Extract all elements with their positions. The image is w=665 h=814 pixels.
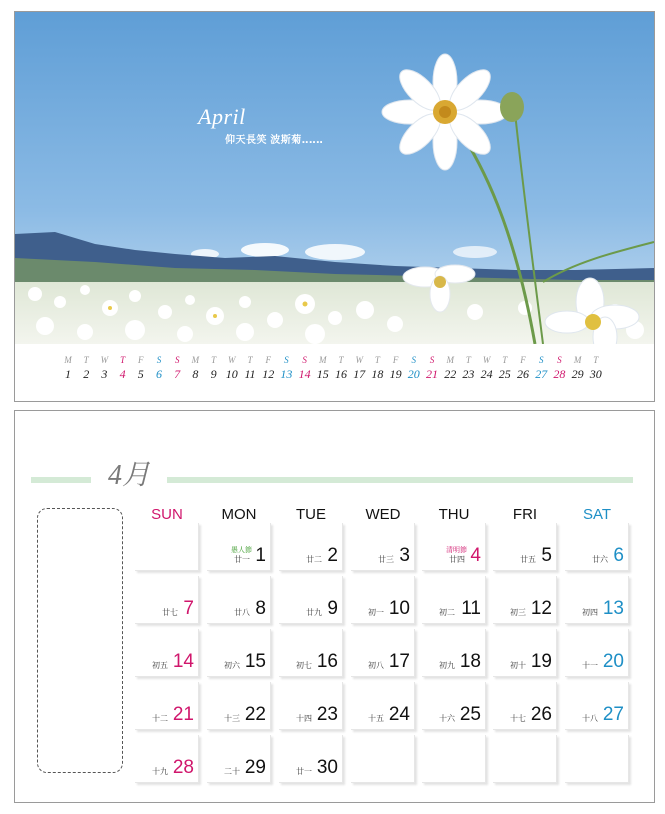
holiday-label: 愚人節 [231, 547, 252, 554]
strip-weekday-letter: S [174, 355, 180, 365]
day-cell[interactable] [279, 735, 343, 783]
day-number: 14 [172, 651, 194, 672]
strip-day-number: 12 [262, 367, 275, 381]
strip-day-number: 9 [210, 367, 217, 381]
day-number: 11 [461, 598, 481, 619]
strip-day-number: 29 [571, 367, 584, 381]
title-line-left [31, 477, 91, 483]
month-word: April [198, 104, 246, 129]
day-cell[interactable] [207, 629, 271, 677]
day-number: 27 [602, 704, 624, 725]
day-number: 19 [530, 651, 552, 672]
strip-day [314, 354, 332, 382]
strip-weekday-letter: F [265, 355, 271, 365]
strip-weekday-letter: M [64, 355, 72, 365]
day-cell[interactable] [565, 629, 629, 677]
strip-day-number: 18 [371, 367, 384, 381]
strip-day [532, 354, 550, 382]
strip-day-number: 3 [101, 367, 108, 381]
lunar-date: 初三 [510, 608, 526, 617]
strip-weekday-letter: T [83, 355, 89, 365]
day-cell[interactable] [493, 576, 557, 624]
lunar-date: 十七 [510, 714, 526, 723]
strip-weekday-letter: S [156, 355, 162, 365]
strip-day-number: 16 [335, 367, 347, 381]
strip-weekday-letter: W [228, 355, 236, 365]
day-cell[interactable] [135, 523, 199, 571]
day-cell[interactable] [135, 682, 199, 730]
lunar-date: 廿一 [234, 555, 250, 564]
day-cell[interactable] [135, 629, 199, 677]
lunar-date: 廿四 [449, 555, 465, 564]
strip-day [223, 354, 241, 382]
day-number: 24 [388, 704, 410, 725]
strip-weekday-letter: T [374, 355, 380, 365]
strip-weekday-letter: T [247, 355, 253, 365]
strip-day-number: 4 [119, 367, 126, 381]
lunar-date: 十六 [439, 714, 455, 723]
day-cell[interactable] [565, 682, 629, 730]
weekday-header: FRI [512, 506, 538, 523]
strip-day [569, 354, 587, 382]
lunar-date: 廿八 [234, 608, 250, 617]
strip-day-number: 15 [316, 367, 329, 381]
strip-weekday-letter: F [138, 355, 144, 365]
day-cell[interactable] [207, 523, 271, 571]
lunar-date: 初八 [368, 661, 384, 670]
day-cell[interactable] [422, 523, 486, 571]
strip-day [186, 354, 204, 382]
strip-weekday-letter: S [284, 355, 289, 365]
lunar-date: 初一 [368, 608, 384, 617]
lunar-date: 十八 [582, 714, 598, 723]
day-number: 9 [327, 598, 338, 619]
title-line-right [167, 477, 633, 483]
lunar-date: 廿九 [306, 608, 322, 617]
day-cell[interactable] [279, 523, 343, 571]
strip-weekday-letter: T [211, 355, 217, 365]
day-cell[interactable] [565, 735, 629, 783]
month-title: 4月 [95, 461, 163, 489]
strip-weekday-letter: M [573, 355, 582, 365]
cosmos-flower-photo [15, 12, 654, 344]
day-cell[interactable] [493, 629, 557, 677]
day-number: 12 [530, 598, 552, 619]
day-cell[interactable] [351, 735, 415, 783]
weekday-header: TUE [296, 506, 326, 523]
day-number: 17 [388, 651, 410, 672]
strip-day [550, 354, 568, 382]
strip-day [114, 354, 132, 382]
lunar-date: 十五 [368, 714, 384, 723]
strip-day [150, 354, 168, 382]
day-cell[interactable] [279, 629, 343, 677]
strip-day [368, 354, 386, 382]
day-number: 21 [172, 704, 194, 725]
day-number: 2 [327, 545, 338, 566]
weekday-header: SAT [582, 506, 612, 523]
strip-day [350, 354, 368, 382]
strip-weekday-letter: F [520, 355, 526, 365]
photo-panel [14, 11, 655, 402]
lunar-date: 十二 [152, 714, 168, 723]
strip-day-number: 27 [535, 367, 548, 381]
strip-day-number: 5 [137, 367, 144, 381]
strip-day-number: 17 [353, 367, 366, 381]
day-number: 22 [244, 704, 266, 725]
lunar-date: 十九 [152, 767, 168, 776]
day-number: 30 [316, 757, 338, 778]
strip-day [459, 354, 477, 382]
strip-day [587, 354, 605, 382]
strip-day [423, 354, 441, 382]
strip-weekday-letter: S [411, 355, 417, 365]
strip-day-number: 22 [444, 367, 457, 381]
strip-day [478, 354, 496, 382]
strip-weekday-letter: W [100, 355, 109, 365]
strip-day [441, 354, 459, 382]
strip-weekday-letter: S [302, 355, 307, 365]
strip-weekday-letter: T [502, 355, 508, 365]
strip-day [59, 354, 77, 382]
day-number: 16 [316, 651, 338, 672]
strip-day [132, 354, 150, 382]
strip-day [277, 354, 295, 382]
day-cell[interactable] [135, 576, 199, 624]
lunar-date: 廿二 [306, 555, 322, 564]
day-number: 15 [244, 651, 266, 672]
day-number: 3 [399, 545, 410, 566]
day-number: 6 [613, 545, 624, 566]
calendar-panel [14, 410, 655, 803]
strip-day-number: 10 [225, 367, 238, 381]
day-number: 20 [602, 651, 624, 672]
day-cell[interactable] [351, 682, 415, 730]
lunar-date: 二十 [224, 767, 240, 776]
strip-day [296, 354, 314, 382]
lunar-date: 廿三 [378, 555, 394, 564]
day-cell[interactable] [493, 523, 557, 571]
day-cell[interactable] [493, 735, 557, 783]
strip-day-number: 30 [589, 367, 602, 381]
lunar-date: 初九 [439, 661, 455, 670]
weekday-header: SUN [151, 506, 183, 523]
strip-day-number: 20 [407, 367, 420, 381]
strip-day [405, 354, 423, 382]
day-cell[interactable] [279, 682, 343, 730]
lunar-date: 初六 [224, 661, 240, 670]
strip-weekday-letter: W [482, 355, 491, 365]
strip-day [241, 354, 259, 382]
strip-day-number: 8 [192, 367, 199, 381]
day-number: 26 [530, 704, 552, 725]
strip-day-number: 28 [553, 367, 566, 381]
day-cell[interactable] [135, 735, 199, 783]
lunar-date: 廿五 [520, 555, 536, 564]
strip-weekday-letter: F [392, 355, 399, 365]
lunar-date: 十三 [224, 714, 240, 723]
strip-day-number: 13 [280, 367, 293, 381]
day-cell[interactable] [565, 576, 629, 624]
strip-weekday-letter: W [355, 355, 363, 365]
day-cell[interactable] [565, 523, 629, 571]
day-number: 5 [541, 545, 552, 566]
day-cell[interactable] [422, 576, 486, 624]
day-number: 23 [316, 704, 338, 725]
lunar-date: 初七 [296, 661, 312, 670]
strip-day-number: 2 [83, 367, 90, 381]
day-number: 18 [459, 651, 481, 672]
weekday-header: THU [438, 506, 470, 523]
month-header [31, 461, 633, 489]
weekday-header: MON [221, 506, 257, 523]
lunar-date: 廿六 [592, 555, 608, 564]
strip-weekday-letter: T [593, 355, 599, 365]
strip-weekday-letter: S [429, 355, 435, 365]
strip-day [205, 354, 223, 382]
strip-day [259, 354, 277, 382]
day-number: 4 [470, 545, 481, 566]
lunar-date: 初二 [439, 608, 455, 617]
strip-day [95, 354, 113, 382]
date-strip [59, 354, 619, 390]
day-number: 29 [244, 757, 266, 778]
holiday-label: 清明節 [446, 547, 467, 554]
day-cell[interactable] [493, 682, 557, 730]
lunar-date: 初四 [582, 608, 598, 617]
strip-day-number: 14 [298, 367, 311, 381]
day-cell[interactable] [207, 735, 271, 783]
lunar-date: 廿七 [162, 608, 178, 617]
strip-weekday-letter: T [120, 355, 126, 365]
photo-caption [198, 104, 323, 146]
caption-subtitle: 仰天長笑 波斯菊‥‥‥ [225, 135, 324, 146]
strip-day-number: 24 [480, 367, 493, 381]
day-number: 8 [255, 598, 266, 619]
strip-weekday-letter: T [338, 355, 344, 365]
strip-day [77, 354, 95, 382]
day-cell[interactable] [422, 735, 486, 783]
strip-weekday-letter: M [319, 355, 327, 365]
lunar-date: 初五 [152, 661, 168, 670]
weekday-header: WED [365, 506, 401, 523]
day-cell[interactable] [422, 682, 486, 730]
strip-day [387, 354, 405, 382]
strip-day [332, 354, 350, 382]
strip-day-number: 7 [174, 367, 181, 381]
strip-day-number: 26 [517, 367, 529, 381]
day-number: 1 [255, 545, 266, 566]
day-number: 25 [459, 704, 481, 725]
strip-day-number: 21 [426, 367, 438, 381]
strip-weekday-letter: M [191, 355, 200, 365]
day-cell[interactable] [422, 629, 486, 677]
day-cell[interactable] [351, 629, 415, 677]
day-cell[interactable] [207, 576, 271, 624]
strip-day-number: 11 [244, 367, 256, 381]
strip-day-number: 23 [462, 367, 475, 381]
strip-weekday-letter: M [446, 355, 454, 365]
strip-day [496, 354, 514, 382]
strip-weekday-letter: S [538, 355, 544, 365]
strip-day-number: 1 [65, 367, 71, 381]
day-number: 28 [172, 757, 194, 778]
day-cell[interactable] [351, 576, 415, 624]
day-number: 10 [388, 598, 410, 619]
day-number: 7 [183, 598, 194, 619]
day-cell[interactable] [207, 682, 271, 730]
strip-day [168, 354, 186, 382]
strip-weekday-letter: S [557, 355, 562, 365]
day-cell[interactable] [279, 576, 343, 624]
day-cell[interactable] [351, 523, 415, 571]
lunar-date: 十四 [296, 714, 312, 723]
strip-day [514, 354, 532, 382]
strip-day-number: 6 [156, 367, 162, 381]
notes-box [37, 508, 123, 773]
lunar-date: 初十 [510, 661, 526, 670]
strip-day-number: 19 [389, 367, 402, 381]
lunar-date: 廿一 [296, 767, 312, 776]
strip-weekday-letter: T [465, 355, 471, 365]
lunar-date: 十一 [582, 661, 598, 670]
strip-day-number: 25 [498, 367, 511, 381]
day-number: 13 [602, 598, 624, 619]
